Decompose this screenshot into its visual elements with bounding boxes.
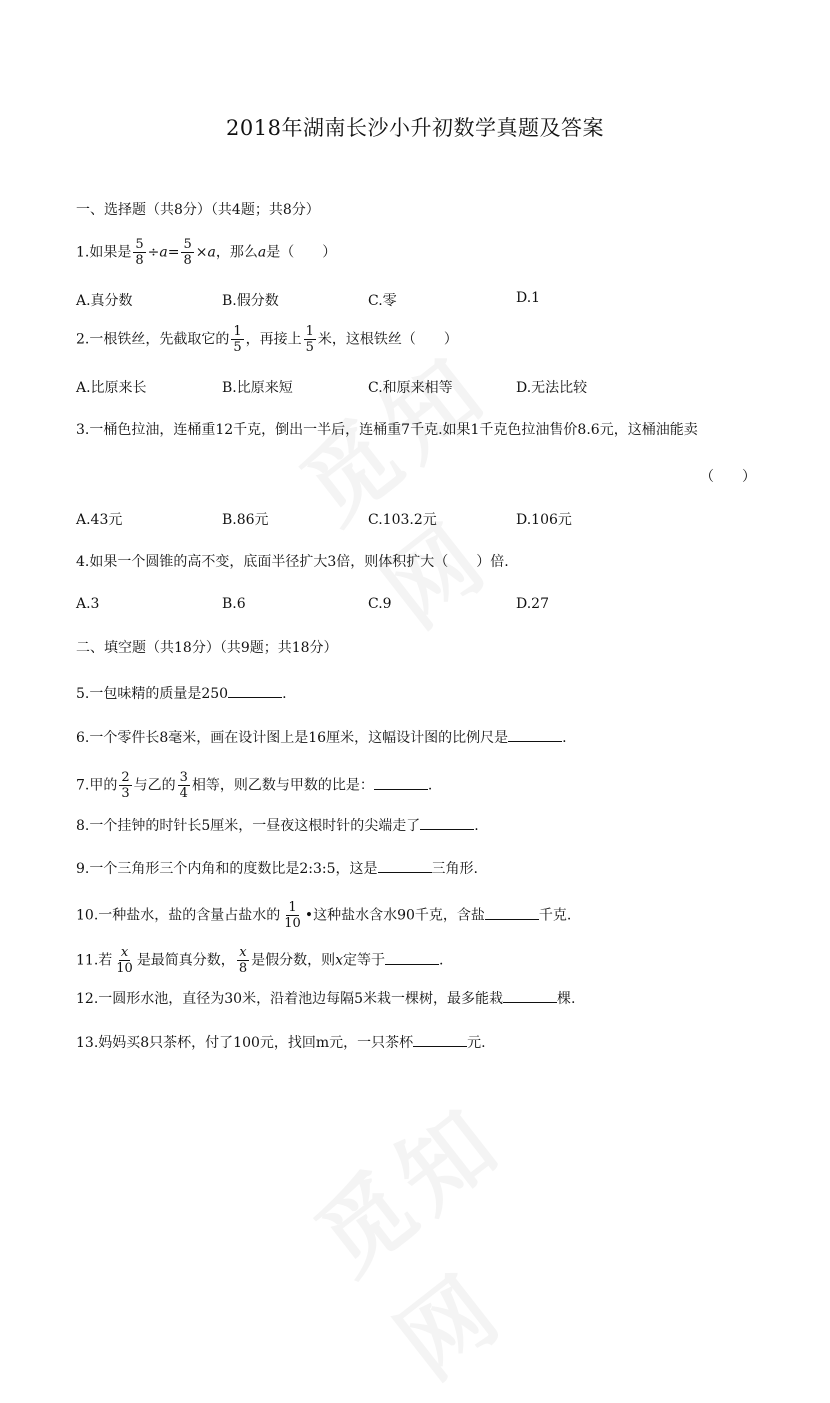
- question-12: 12.一圆形水池，直径为30米，沿着池边每隔5米栽一棵树，最多能栽 棵.: [76, 988, 575, 1008]
- q1-options: [76, 290, 676, 308]
- option-b: B.假分数: [222, 293, 279, 309]
- q2-fraction-2: $\frac{1}{5}$: [305, 324, 314, 355]
- question-7: 7.甲的 $\frac{2}{3}$ 与乙的 $\frac{3}{4}$ 相等，则乙数与甲数的比是： .: [76, 770, 433, 801]
- answer-blank[interactable]: [374, 775, 428, 790]
- option-a: A.真分数: [76, 293, 133, 309]
- q11-fraction-2: $\frac{x}{8}$: [238, 945, 248, 976]
- option-d: D.无法比较: [516, 380, 588, 396]
- answer-blank[interactable]: [385, 950, 439, 965]
- option-c: C.9: [368, 596, 392, 612]
- page-title: 2018年湖南长沙小升初数学真题及答案: [226, 116, 604, 140]
- question-2: 2.一根铁丝，先截取它的 $\frac{1}{5}$ ，再接上 $\frac{1}{5}$ 米，这根铁丝（ ）: [76, 324, 458, 355]
- question-1: 1.如果是 $\frac{5}{8}$ ÷a= $\frac{5}{8}$ ×a，那么a是（ ）: [76, 237, 337, 268]
- question-8: 8.一个挂钟的时针长5厘米，一昼夜这根时针的尖端走了 .: [76, 815, 479, 835]
- option-b: B.6: [222, 596, 246, 612]
- q7-fraction-2: $\frac{3}{4}$: [179, 770, 188, 801]
- q1-fraction-1: $\frac{5}{8}$: [135, 237, 144, 268]
- option-a: A.比原来长: [76, 380, 147, 396]
- option-d: D.27: [516, 596, 549, 612]
- q1-text: 1.如果是: [76, 244, 132, 261]
- option-c: C.零: [368, 293, 397, 309]
- q11-fraction-1: $\frac{x}{10}$: [116, 945, 133, 976]
- q1-fraction-2: $\frac{5}{8}$: [183, 237, 192, 268]
- q2-fraction-1: $\frac{1}{5}$: [233, 324, 242, 355]
- question-13: 13.妈妈买8只茶杯，付了100元，找回m元，一只茶杯 元.: [76, 1032, 486, 1052]
- option-b: B.比原来短: [222, 380, 293, 396]
- answer-blank[interactable]: [378, 858, 432, 873]
- option-a: A.43元: [76, 512, 123, 528]
- option-c: C.103.2元: [368, 512, 437, 528]
- option-c: C.和原来相等: [368, 380, 453, 396]
- watermark-lower: [285, 1010, 595, 1289]
- section-heading-choice: 一、选择题（共8分）（共4题；共8分）: [76, 202, 320, 218]
- q4-options: [76, 596, 676, 614]
- q3-answer-paren: （ ）: [700, 469, 756, 485]
- q7-fraction-1: $\frac{2}{3}$: [121, 770, 130, 801]
- answer-blank[interactable]: [508, 727, 562, 742]
- answer-blank[interactable]: [503, 988, 557, 1003]
- question-5: 5.一包味精的质量是250 .: [76, 683, 287, 703]
- answer-blank[interactable]: [413, 1032, 467, 1047]
- q2-options: [76, 377, 676, 395]
- answer-blank[interactable]: [228, 683, 282, 698]
- answer-blank[interactable]: [485, 905, 539, 920]
- question-3: 3.一桶色拉油，连桶重12千克，倒出一半后，连桶重7千克.如果1千克色拉油售价8.6元，这桶油能卖: [76, 422, 698, 438]
- option-d: D.106元: [516, 512, 572, 528]
- q10-fraction: $\frac{1}{10}$: [284, 900, 301, 931]
- question-4: 4.如果一个圆锥的高不变，底面半径扩大3倍，则体积扩大（ ）倍.: [76, 554, 509, 570]
- question-9: 9.一个三角形三个内角和的度数比是2:3:5，这是 三角形.: [76, 858, 478, 878]
- question-11: 11.若 $\frac{x}{10}$ 是最简真分数， $\frac{x}{8}$ 是假分数，则x定等于 .: [76, 945, 444, 976]
- section-heading-fill: 二、填空题（共18分）（共9题；共18分）: [76, 640, 338, 656]
- option-b: B.86元: [222, 512, 269, 528]
- option-a: A.3: [76, 596, 100, 612]
- answer-blank[interactable]: [420, 815, 474, 830]
- q3-options: [76, 509, 676, 527]
- question-6: 6.一个零件长8毫米，画在设计图上是16厘米，这幅设计图的比例尺是 .: [76, 727, 567, 747]
- option-d: D.1: [516, 290, 541, 306]
- question-10: 10.一种盐水，盐的含量占盐水的 $\frac{1}{10}$ •这种盐水含水90千克，含盐 千克.: [76, 900, 572, 931]
